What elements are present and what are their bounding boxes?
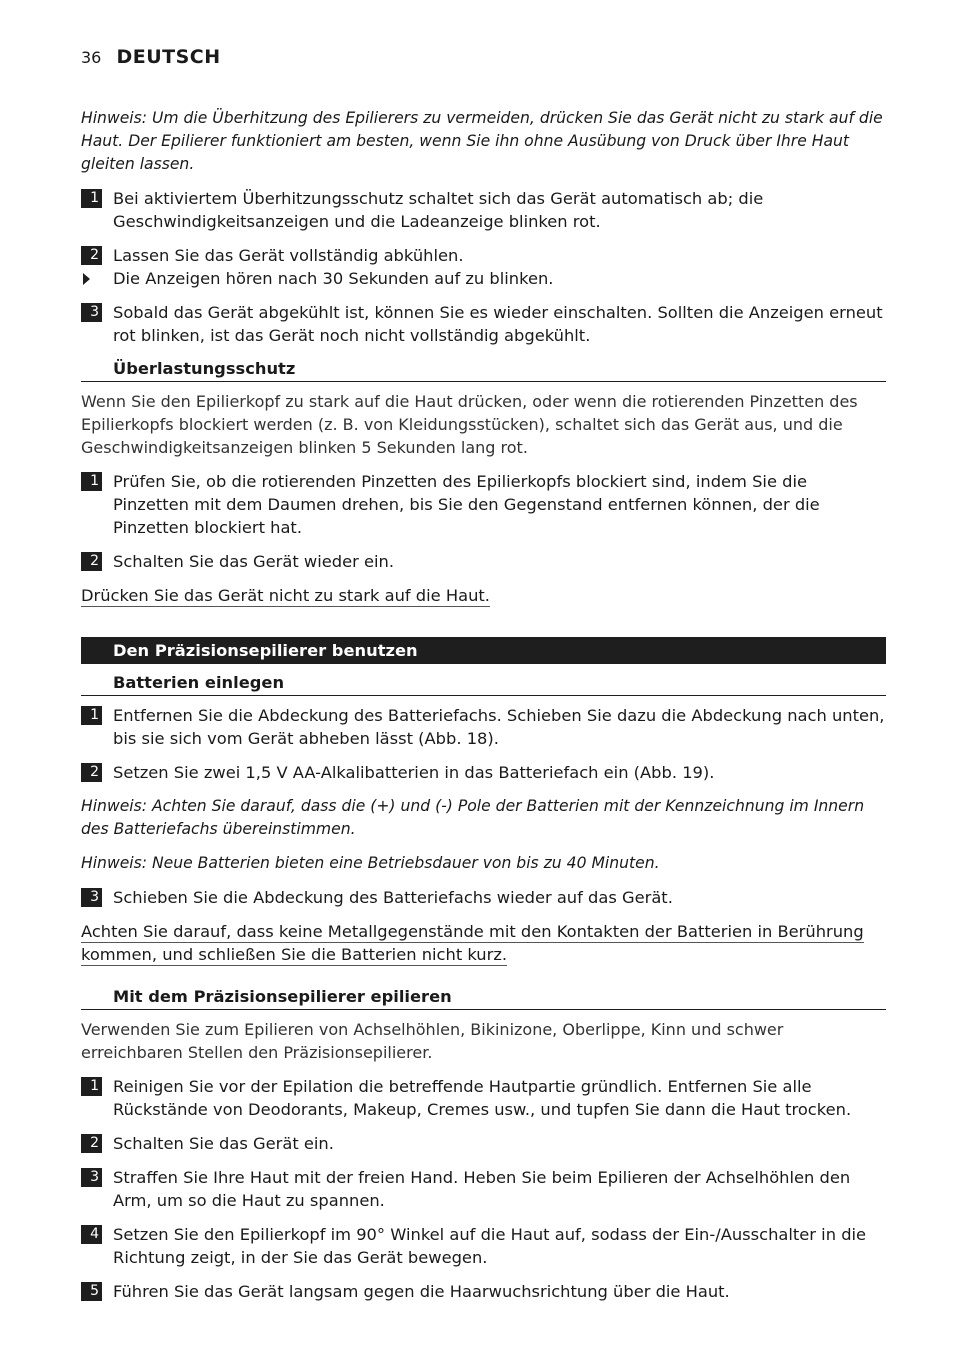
epilating-step-2: [81, 1132, 886, 1155]
overload-warning-wrap: [81, 584, 886, 607]
page-header: [81, 46, 221, 68]
overload-warning: Drücken Sie das Gerät nicht zu stark auf die Haut.: [81, 586, 490, 605]
step-text: Setzen Sie zwei 1,5 V AA-Alkalibatterien in das Batteriefach ein (Abb. 19).: [113, 763, 715, 782]
batteries-step-1: [81, 704, 886, 750]
step-text: Straffen Sie Ihre Haut mit der freien Hand. Heben Sie beim Epilieren der Achselhöhlen den Arm, um so die Haut zu spannen.: [113, 1168, 851, 1210]
overload-step-2: [81, 550, 886, 573]
overload-heading: Überlastungsschutz: [81, 358, 886, 382]
batteries-step-2: [81, 761, 886, 784]
step-number-badge: 5: [81, 1282, 102, 1301]
overheat-result: [81, 267, 886, 290]
overheat-step-2: [81, 244, 886, 267]
step-text: Führen Sie das Gerät langsam gegen die Haarwuchsrichtung über die Haut.: [113, 1282, 730, 1301]
step-number-badge: 1: [81, 706, 102, 725]
batteries-note-runtime: Hinweis: Neue Batterien bieten eine Betriebsdauer von bis zu 40 Minuten.: [81, 854, 660, 872]
step-text: Entfernen Sie die Abdeckung des Batteriefachs. Schieben Sie dazu die Abdeckung nach unten, bis sie sich vom Gerät abheben lässt (Abb. 18).: [113, 706, 885, 748]
step-text: Prüfen Sie, ob die rotierenden Pinzetten des Epilierkopfs blockiert sind, indem Sie die Pinzetten mit dem Daumen drehen, bis Sie den Gegenstand entfernen können, der die Pinzetten blockiert hat.: [113, 472, 820, 537]
step-number-badge: 3: [81, 888, 102, 907]
result-arrow-icon: [83, 273, 90, 285]
step-text: Schieben Sie die Abdeckung des Batteriefachs wieder auf das Gerät.: [113, 888, 673, 907]
batteries-note-polarity: Hinweis: Achten Sie darauf, dass die (+) und (-) Pole der Batterien mit der Kennzeichnung im Innern des Batteriefachs übereinstimmen.: [81, 797, 865, 838]
step-number-badge: 2: [81, 763, 102, 782]
epilating-step-5: [81, 1280, 886, 1303]
page-content: [81, 107, 886, 1314]
batteries-heading: Batterien einlegen: [81, 672, 886, 696]
epilating-intro: Verwenden Sie zum Epilieren von Achselhöhlen, Bikinizone, Oberlippe, Kinn und schwer erreichbaren Stellen den Präzisionsepilierer.: [81, 1020, 784, 1062]
batteries-warning-wrap: [81, 920, 886, 966]
epilating-step-3: [81, 1166, 886, 1212]
overload-step-1: [81, 470, 886, 539]
overload-intro: Wenn Sie den Epilierkopf zu stark auf die Haut drücken, oder wenn die rotierenden Pinzetten des Epilierkopfs blockiert werden (z. B. von Kleidungsstücken), schaltet sich das Gerät aus, und die Geschwindigkeitsanzeigen blinken 5 Sekunden lang rot.: [81, 392, 858, 457]
step-number-badge: 3: [81, 303, 102, 322]
precision-section-title: Den Präzisionsepilierer benutzen: [81, 637, 886, 664]
step-number-badge: 1: [81, 472, 102, 491]
overheat-note: Hinweis: Um die Überhitzung des Epilierers zu vermeiden, drücken Sie das Gerät nicht zu stark auf die Haut. Der Epilierer funktioniert am besten, wenn Sie ihn ohne Ausübung von Druck über Ihre Haut gleiten lassen.: [81, 109, 883, 173]
epilating-step-1: [81, 1075, 886, 1121]
step-text: Setzen Sie den Epilierkopf im 90° Winkel auf die Haut auf, sodass der Ein-/Ausschalter in die Richtung zeigt, in der Sie das Gerät bewegen.: [113, 1225, 867, 1267]
epilating-step-4: [81, 1223, 886, 1269]
overheat-step-3: [81, 301, 886, 347]
step-text: Sobald das Gerät abgekühlt ist, können Sie es wieder einschalten. Sollten die Anzeigen erneut rot blinken, ist das Gerät noch nicht vollständig abgekühlt.: [113, 303, 883, 345]
step-text: Schalten Sie das Gerät ein.: [113, 1134, 334, 1153]
step-number-badge: 2: [81, 246, 102, 265]
step-number-badge: 1: [81, 189, 102, 208]
step-text: Reinigen Sie vor der Epilation die betreffende Hautpartie gründlich. Entfernen Sie alle Rückstände von Deodorants, Makeup, Cremes usw., und tupfen Sie dann die Haut trocken.: [113, 1077, 852, 1119]
epilating-heading: Mit dem Präzisionsepilierer epilieren: [81, 986, 886, 1010]
overheat-step-1: [81, 187, 886, 233]
batteries-warning: Achten Sie darauf, dass keine Metallgegenstände mit den Kontakten der Batterien in Berührung kommen, und schließen Sie die Batterien nicht kurz.: [81, 922, 864, 964]
step-number-badge: 2: [81, 552, 102, 571]
step-number-badge: 1: [81, 1077, 102, 1096]
step-number-badge: 3: [81, 1168, 102, 1187]
batteries-step-3: [81, 886, 886, 909]
step-text: Bei aktiviertem Überhitzungsschutz schaltet sich das Gerät automatisch ab; die Geschwindigkeitsanzeigen und die Ladeanzeige blinken rot.: [113, 189, 764, 231]
result-text: Die Anzeigen hören nach 30 Sekunden auf zu blinken.: [113, 269, 554, 288]
page-number: 36: [81, 48, 102, 67]
step-text: Lassen Sie das Gerät vollständig abkühlen.: [113, 246, 464, 265]
page-language-title: DEUTSCH: [116, 46, 221, 68]
step-text: Schalten Sie das Gerät wieder ein.: [113, 552, 394, 571]
step-number-badge: 4: [81, 1225, 102, 1244]
step-number-badge: 2: [81, 1134, 102, 1153]
